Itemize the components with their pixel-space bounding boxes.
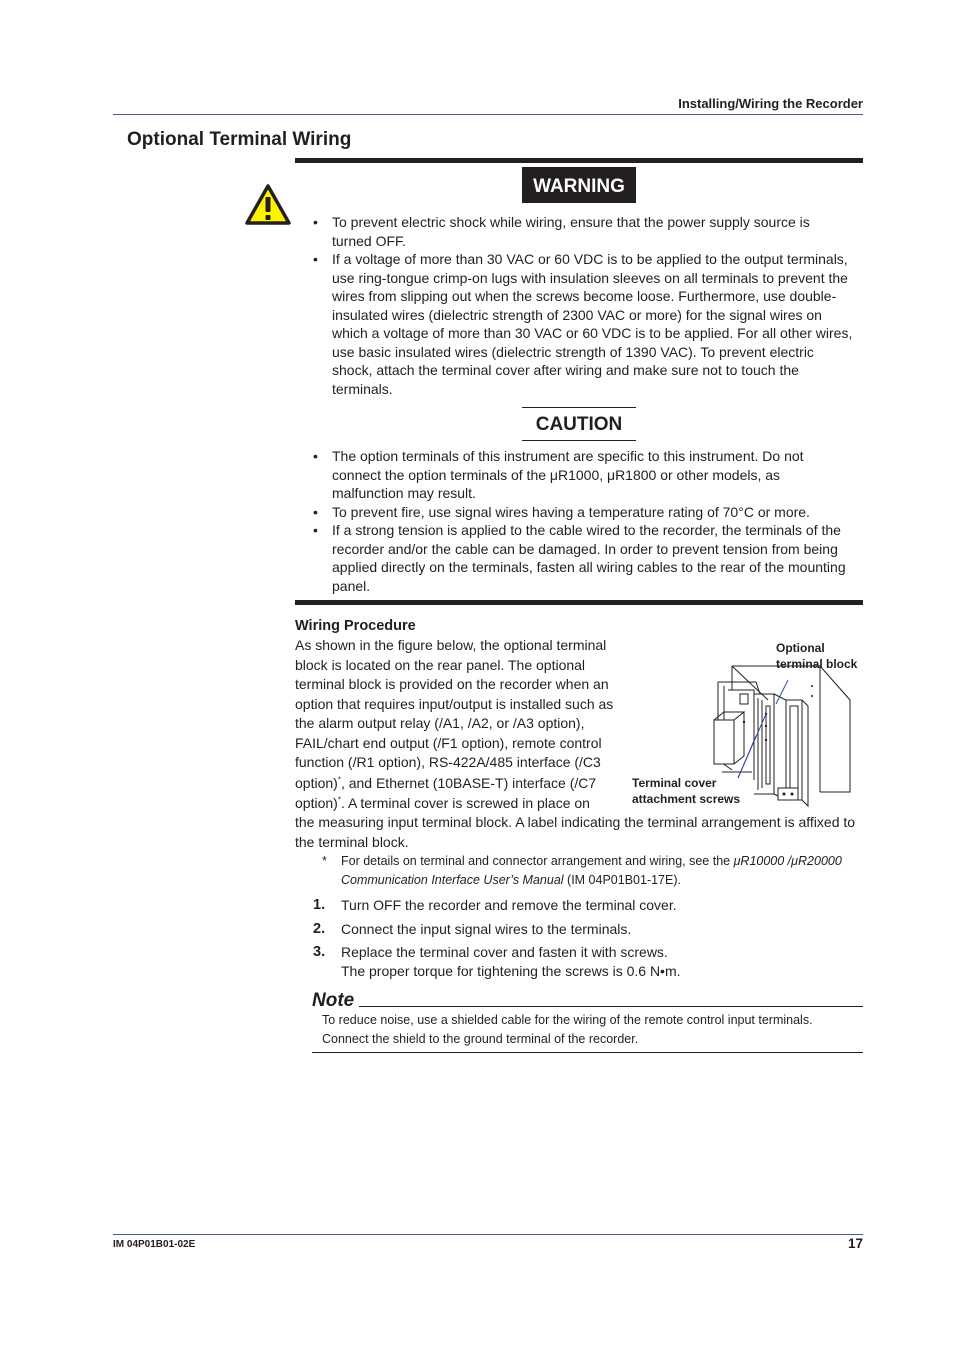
footnote-text: (IM 04P01B01-17E). xyxy=(563,873,681,887)
procedure-line-part: . A terminal cover is screwed in place on xyxy=(340,795,590,811)
figure-label-line: Terminal cover xyxy=(632,776,717,790)
procedure-line: terminal block is provided on the recorder when an xyxy=(295,676,609,692)
caution-item: • If a strong tension is applied to the cable wired to the recorder, the terminals of the recorder and/or the cable can be damaged. In order to prevent tension from being applied directly on the terminals, fasten all wiring cables to the rear of the mounting panel. xyxy=(313,521,853,595)
note-bottom-rule xyxy=(312,1052,863,1053)
note-top-rule xyxy=(359,1006,863,1007)
step-text: Connect the input signal wires to the terminals. xyxy=(341,920,632,937)
step-subtext: The proper torque for tightening the screws is 0.6 N•m. xyxy=(341,963,681,979)
procedure-line-part: , and Ethernet (10BASE-T) interface (/C7 xyxy=(340,774,597,791)
manual-title: μR10000 /μR20000 Communication Interface User’s Manual xyxy=(341,854,842,887)
procedure-line: the alarm output relay (/A1, /A2, or /A3 option), xyxy=(295,715,585,731)
footnote-marker: * xyxy=(337,774,341,784)
recorder-rear-figure xyxy=(700,660,870,812)
figure-label-line: attachment screws xyxy=(632,791,741,806)
footer-rule xyxy=(113,1234,863,1235)
caution-list xyxy=(313,447,853,595)
procedure-line: As shown in the figure below, the optional terminal xyxy=(295,637,607,653)
page-number: 17 xyxy=(847,1236,863,1251)
procedure-line: option that requires input/output is installed such as xyxy=(295,695,614,712)
warning-list xyxy=(313,213,853,398)
note-line: Connect the shield to the ground terminal of the recorder. xyxy=(322,1032,639,1046)
procedure-paragraph-tail: the measuring input terminal block. A label indicating the terminal arrangement is affixed to the terminal block. xyxy=(295,814,856,850)
footnote-body xyxy=(322,852,862,890)
running-header: Installing/Wiring the Recorder xyxy=(678,96,863,111)
procedure-line: function (/R1 option), RS-422A/485 interface (/C3 xyxy=(295,754,601,770)
step-item xyxy=(313,920,863,939)
procedure-heading: Wiring Procedure xyxy=(295,618,416,634)
step-text: Replace the terminal cover and fasten it with screws. xyxy=(341,944,668,960)
footnote-marker: * xyxy=(337,795,341,805)
warning-triangle-icon xyxy=(244,183,292,226)
procedure-line: block is located on the rear panel. The optional xyxy=(295,656,586,673)
step-number: 3. xyxy=(313,944,326,960)
footnote xyxy=(322,852,862,890)
procedure-line: FAIL/chart end output (/F1 option), remote control xyxy=(295,734,602,751)
note-title: Note xyxy=(312,990,355,1011)
footnote-text: For details on terminal and connector arrangement and wiring, see the xyxy=(341,854,734,868)
procedure-line xyxy=(295,794,630,814)
warning-top-rule xyxy=(295,158,863,163)
header-rule xyxy=(113,114,863,115)
warning-label: WARNING xyxy=(522,167,636,203)
procedure-line-part: option) xyxy=(295,795,338,811)
caution-item: • To prevent fire, use signal wires having a temperature rating of 70°C or more. xyxy=(313,503,853,522)
procedure-line-part: option) xyxy=(295,774,338,791)
step-number: 2. xyxy=(313,920,326,937)
footnote-star: * xyxy=(322,854,327,868)
caution-label: CAUTION xyxy=(522,407,636,441)
step-text: Turn OFF the recorder and remove the terminal cover. xyxy=(341,897,677,913)
warning-item: • If a voltage of more than 30 VAC or 60 VDC is to be applied to the output terminals, use ring-tongue crimp-on lugs with insulation sleeves on all terminals to prevent the wires from slipping out when the screws become loose. Furthermore, use double-insulated wires (dielectric strength of 2300 VAC or more) for the signal wires on which a voltage of more than 30 VAC or 60 VDC is to be applied. For all other wires, use basic insulated wires (dielectric strength of 1390 VAC). To prevent electric shock, attach the terminal cover after wiring and make sure not to touch the terminals. xyxy=(313,250,853,398)
step-number: 1. xyxy=(313,897,326,913)
warning-item: • To prevent electric shock while wiring, ensure that the power supply source is turned OFF. xyxy=(313,213,853,250)
document-id: IM 04P01B01-02E xyxy=(113,1239,196,1250)
figure-label-line: Optional xyxy=(776,641,825,655)
procedure-line xyxy=(295,774,630,794)
figure-label-line: terminal block xyxy=(776,656,858,671)
procedure-paragraph xyxy=(295,636,630,814)
step-item xyxy=(313,896,863,915)
step-item xyxy=(313,943,863,981)
note-text xyxy=(322,1011,852,1049)
section-title: Optional Terminal Wiring xyxy=(127,129,352,150)
caution-bottom-rule xyxy=(295,600,863,605)
step-list xyxy=(313,896,863,986)
caution-item: • The option terminals of this instrument are specific to this instrument. Do not connect the option terminals of the μR1000, μR1800 or other models, as malfunction may result. xyxy=(313,447,853,503)
note-line: To reduce noise, use a shielded cable for the wiring of the remote control input terminals. xyxy=(322,1013,813,1027)
